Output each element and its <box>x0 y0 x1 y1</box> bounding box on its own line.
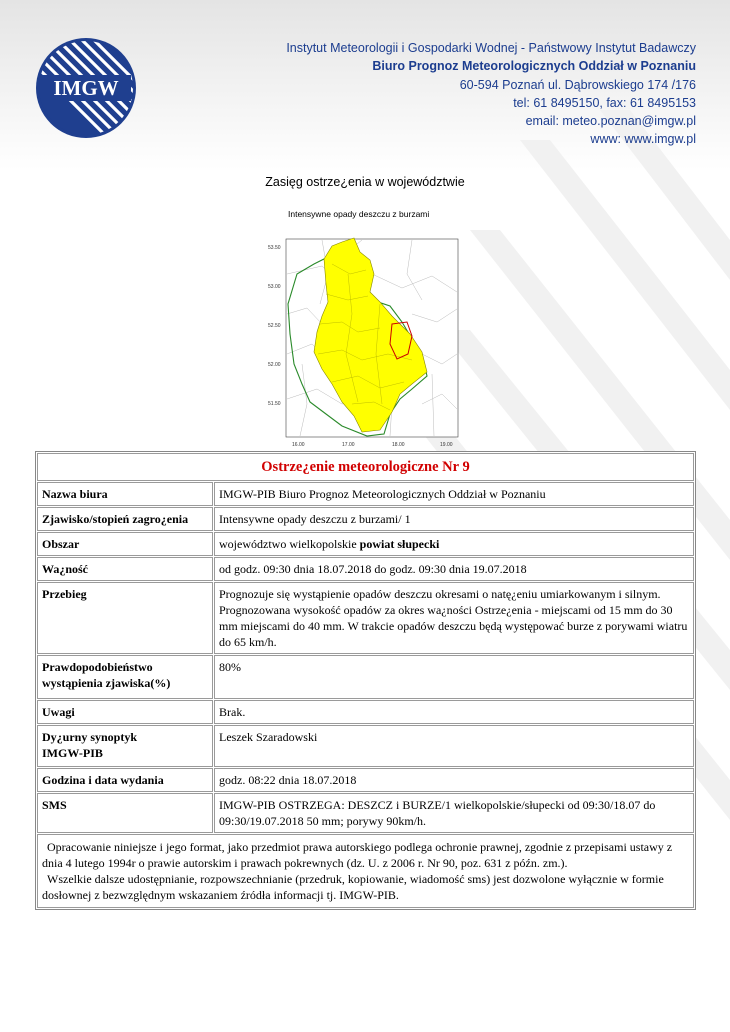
warning-map <box>262 204 470 449</box>
redistribution-text: Wszelkie dalsze udostępnianie, rozpowszechnianie (przedruk, kopiowanie, wiadomość sms) jest dozwolone wyłącznie w formie dosłownej z bezwzględnym wskazaniem źródła informacji tj. IMGW-PIB. <box>42 872 664 902</box>
row-value: 80% <box>214 655 694 699</box>
row-value: IMGW-PIB OSTRZEGA: DESZCZ i BURZE/1 wielkopolskie/słupecki od 09:30/18.07 do 09:30/19.07.2018 50 mm; porywy 90km/h. <box>214 793 694 833</box>
lat-tick-label: 53.00 <box>268 284 281 290</box>
copyright-text: Opracowanie niniejsze i jego format, jako przedmiot prawa autorskiego podlega ochronie prawnej, zgodnie z przepisami ustawy z dnia 4 lutego 1994r o prawie autorskim i prawach pokrewnych (dz. U. z 2006 r. Nr 90, poz. 631 z późn. zm.). <box>42 840 673 870</box>
office-name: Biuro Prognoz Meteorologicznych Oddział w Poznaniu <box>372 59 696 74</box>
map-title: Zasięg ostrze¿enia w województwie <box>265 175 465 189</box>
row-value: Brak. <box>214 700 694 724</box>
row-value: IMGW-PIB Biuro Prognoz Meteorologicznych Oddział w Poznaniu <box>214 482 694 506</box>
institute-header <box>286 39 696 149</box>
row-label <box>37 725 213 767</box>
lat-tick-label: 52.50 <box>268 323 281 329</box>
row-label: Uwagi <box>37 700 213 724</box>
table-row <box>37 793 694 833</box>
row-label-line: IMGW-PIB <box>42 746 103 760</box>
row-label <box>37 655 213 699</box>
row-label: Nazwa biura <box>37 482 213 506</box>
table-row <box>37 700 694 724</box>
table-row <box>37 532 694 556</box>
row-value: od godz. 09:30 dnia 18.07.2018 do godz. 09:30 dnia 19.07.2018 <box>214 557 694 581</box>
warning-title: Ostrze¿enie meteorologiczne Nr 9 <box>37 453 694 481</box>
row-label-line: wystąpienia zjawiska(%) <box>42 676 171 690</box>
row-label: Zjawisko/stopień zagro¿enia <box>37 507 213 531</box>
row-label: Godzina i data wydania <box>37 768 213 792</box>
lon-tick-label: 18.00 <box>392 442 405 448</box>
table-row <box>37 482 694 506</box>
area-county: powiat słupecki <box>359 537 440 551</box>
row-value: Intensywne opady deszczu z burzami/ 1 <box>214 507 694 531</box>
area-text: województwo wielkopolskie <box>219 537 357 551</box>
map-subtitle: Intensywne opady deszczu z burzami <box>288 209 430 219</box>
office-address: 60-594 Poznań ul. Dąbrowskiego 174 /176 <box>459 77 696 92</box>
lat-tick-label: 52.00 <box>268 362 281 368</box>
office-website[interactable]: www: www.imgw.pl <box>590 132 696 147</box>
table-row <box>37 768 694 792</box>
lon-tick-label: 17.00 <box>342 442 355 448</box>
row-value: Prognozuje się wystąpienie opadów deszczu okresami o natę¿eniu umiarkowanym i silnym. Prognozowana wysokość opadów za okres wa¿ności Ostrze¿enia - miejscami od 15 mm do 30 mm miejscami do 40 mm. W trakcie opadów deszczu będą występować burze z porywami wiatru do 65 km/h. <box>214 582 694 654</box>
imgw-logo <box>35 37 137 139</box>
institute-name: Instytut Meteorologii i Gospodarki Wodnej - Państwowy Instytut Badawczy <box>286 41 696 55</box>
row-value <box>214 532 694 556</box>
table-row <box>37 557 694 581</box>
copyright-notice <box>37 834 694 908</box>
office-phone: tel: 61 8495150, fax: 61 8495153 <box>513 95 696 110</box>
row-label: Wa¿ność <box>37 557 213 581</box>
table-row <box>37 655 694 699</box>
row-value: godz. 08:22 dnia 18.07.2018 <box>214 768 694 792</box>
office-email[interactable]: email: meteo.poznan@imgw.pl <box>525 114 696 129</box>
row-label: SMS <box>37 793 213 833</box>
table-row <box>37 507 694 531</box>
lat-tick-label: 51.50 <box>268 401 281 407</box>
row-label: Przebieg <box>37 582 213 654</box>
warning-table <box>35 451 696 910</box>
row-label-line: Dy¿urny synoptyk <box>42 730 138 744</box>
row-label-line: Prawdopodobieństwo <box>42 660 153 674</box>
lon-tick-label: 16.00 <box>292 442 305 448</box>
table-row <box>37 582 694 654</box>
footer-row <box>37 834 694 908</box>
table-row <box>37 725 694 767</box>
svg-text:IMGW: IMGW <box>53 76 119 100</box>
warning-title-row <box>37 453 694 481</box>
row-label: Obszar <box>37 532 213 556</box>
lon-tick-label: 19.00 <box>440 442 453 448</box>
lat-tick-label: 53.50 <box>268 245 281 251</box>
row-value: Leszek Szaradowski <box>214 725 694 767</box>
